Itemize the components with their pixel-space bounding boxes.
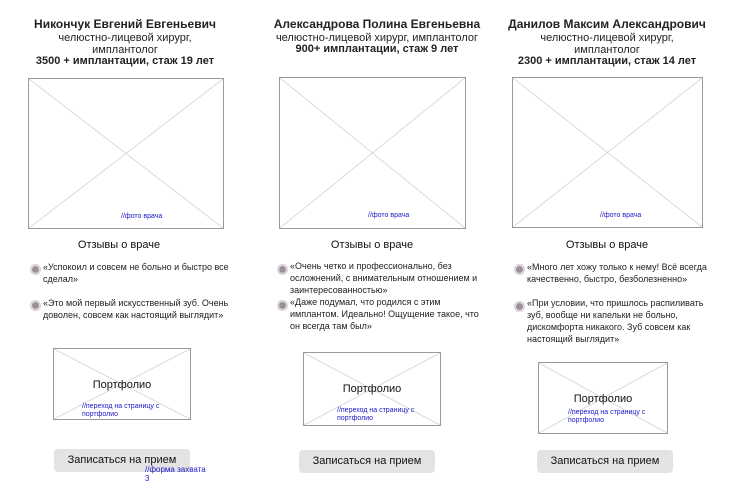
- review-text: «Успокоил и совсем не больно и быстро все сделал»: [43, 262, 229, 284]
- doctor-role-line: челюстно-лицевой хирург, имплантолог: [275, 32, 479, 44]
- review-avatar-icon: [30, 300, 41, 311]
- appointment-button[interactable]: Записаться на прием: [537, 450, 673, 473]
- review-text: «При условии, что пришлось распиливать зуб, вообще ни капельки не больно, дискомфорта никакого. Зуб совсем как настоящий выглядит»: [527, 298, 704, 344]
- portfolio-note: [337, 407, 417, 423]
- photo-note: //фото врача: [600, 212, 642, 219]
- review-text: «Много лет хожу только к нему! Всё всегда качественно, быстро, безболезненно»: [527, 262, 707, 284]
- doctor-card-1: [10, 0, 240, 497]
- portfolio-link[interactable]: [538, 362, 668, 434]
- doctor-card-2: [262, 0, 492, 497]
- photo-note: //фото врача: [368, 212, 410, 219]
- doctor-role-line: имплантолог: [92, 44, 158, 56]
- portfolio-title: Портфолио: [92, 379, 152, 391]
- reviews-title: Отзывы о враче: [330, 239, 414, 251]
- doctor-card-3: [492, 0, 722, 497]
- image-placeholder-icon: [280, 78, 465, 228]
- review-avatar-icon: [514, 301, 525, 312]
- doctor-name: Александрова Полина Евгеньевна: [273, 17, 481, 31]
- image-placeholder-icon: [513, 78, 702, 227]
- doctor-photo-placeholder: [28, 78, 224, 229]
- portfolio-title: Портфолио: [342, 383, 402, 395]
- review-avatar-icon: [30, 264, 41, 275]
- review-avatar-icon: [277, 264, 288, 275]
- doctor-photo-placeholder: [279, 77, 466, 229]
- portfolio-link[interactable]: [53, 348, 191, 420]
- portfolio-note-text: //переход на страницу с портфолио: [82, 403, 160, 418]
- review-text: «Даже подумал, что родился с этим имплантом. Идеально! Ощущение такое, что он всегда там был»: [290, 297, 479, 331]
- portfolio-note: [82, 403, 162, 419]
- doctor-stats: 3500 + имплантации, стаж 19 лет: [35, 55, 215, 67]
- doctor-photo-placeholder: [512, 77, 703, 228]
- portfolio-note-text: //переход на страницу с портфолио: [337, 407, 415, 422]
- doctor-role: [492, 32, 722, 56]
- doctor-role-line: челюстно-лицевой хирург,: [58, 32, 192, 44]
- doctor-role-line: имплантолог: [574, 44, 640, 56]
- doctor-stats: 900+ имплантации, стаж 9 лет: [295, 43, 459, 55]
- review-avatar-icon: [514, 264, 525, 275]
- portfolio-note-text: //переход на страницу с портфолио: [568, 409, 646, 424]
- image-placeholder-icon: [29, 79, 223, 228]
- review-text: «Очень четко и профессионально, без осложнений, с внимательным отношением и заинтересованностью»: [290, 261, 478, 295]
- reviews-title: Отзывы о враче: [77, 239, 161, 251]
- appointment-button[interactable]: Записаться на прием: [54, 449, 190, 472]
- doctor-stats: 2300 + имплантации, стаж 14 лет: [517, 55, 697, 67]
- review-avatar-icon: [277, 300, 288, 311]
- portfolio-title: Портфолио: [573, 393, 633, 405]
- doctor-role-line: челюстно-лицевой хирург,: [540, 32, 674, 44]
- form-note: //форма захвата 3: [145, 465, 206, 483]
- doctor-name: Данилов Максим Александрович: [508, 17, 706, 31]
- review-text: «Это мой первый искусственный зуб. Очень доволен, совсем как настоящий выглядит»: [43, 298, 229, 320]
- reviews-title: Отзывы о враче: [565, 239, 649, 251]
- doctor-role: [10, 32, 240, 56]
- portfolio-link[interactable]: [303, 352, 441, 426]
- portfolio-note: [568, 409, 650, 425]
- photo-note: //фото врача: [121, 213, 163, 220]
- doctor-name: Никончук Евгений Евгеньевич: [34, 17, 216, 31]
- appointment-button[interactable]: Записаться на прием: [299, 450, 435, 473]
